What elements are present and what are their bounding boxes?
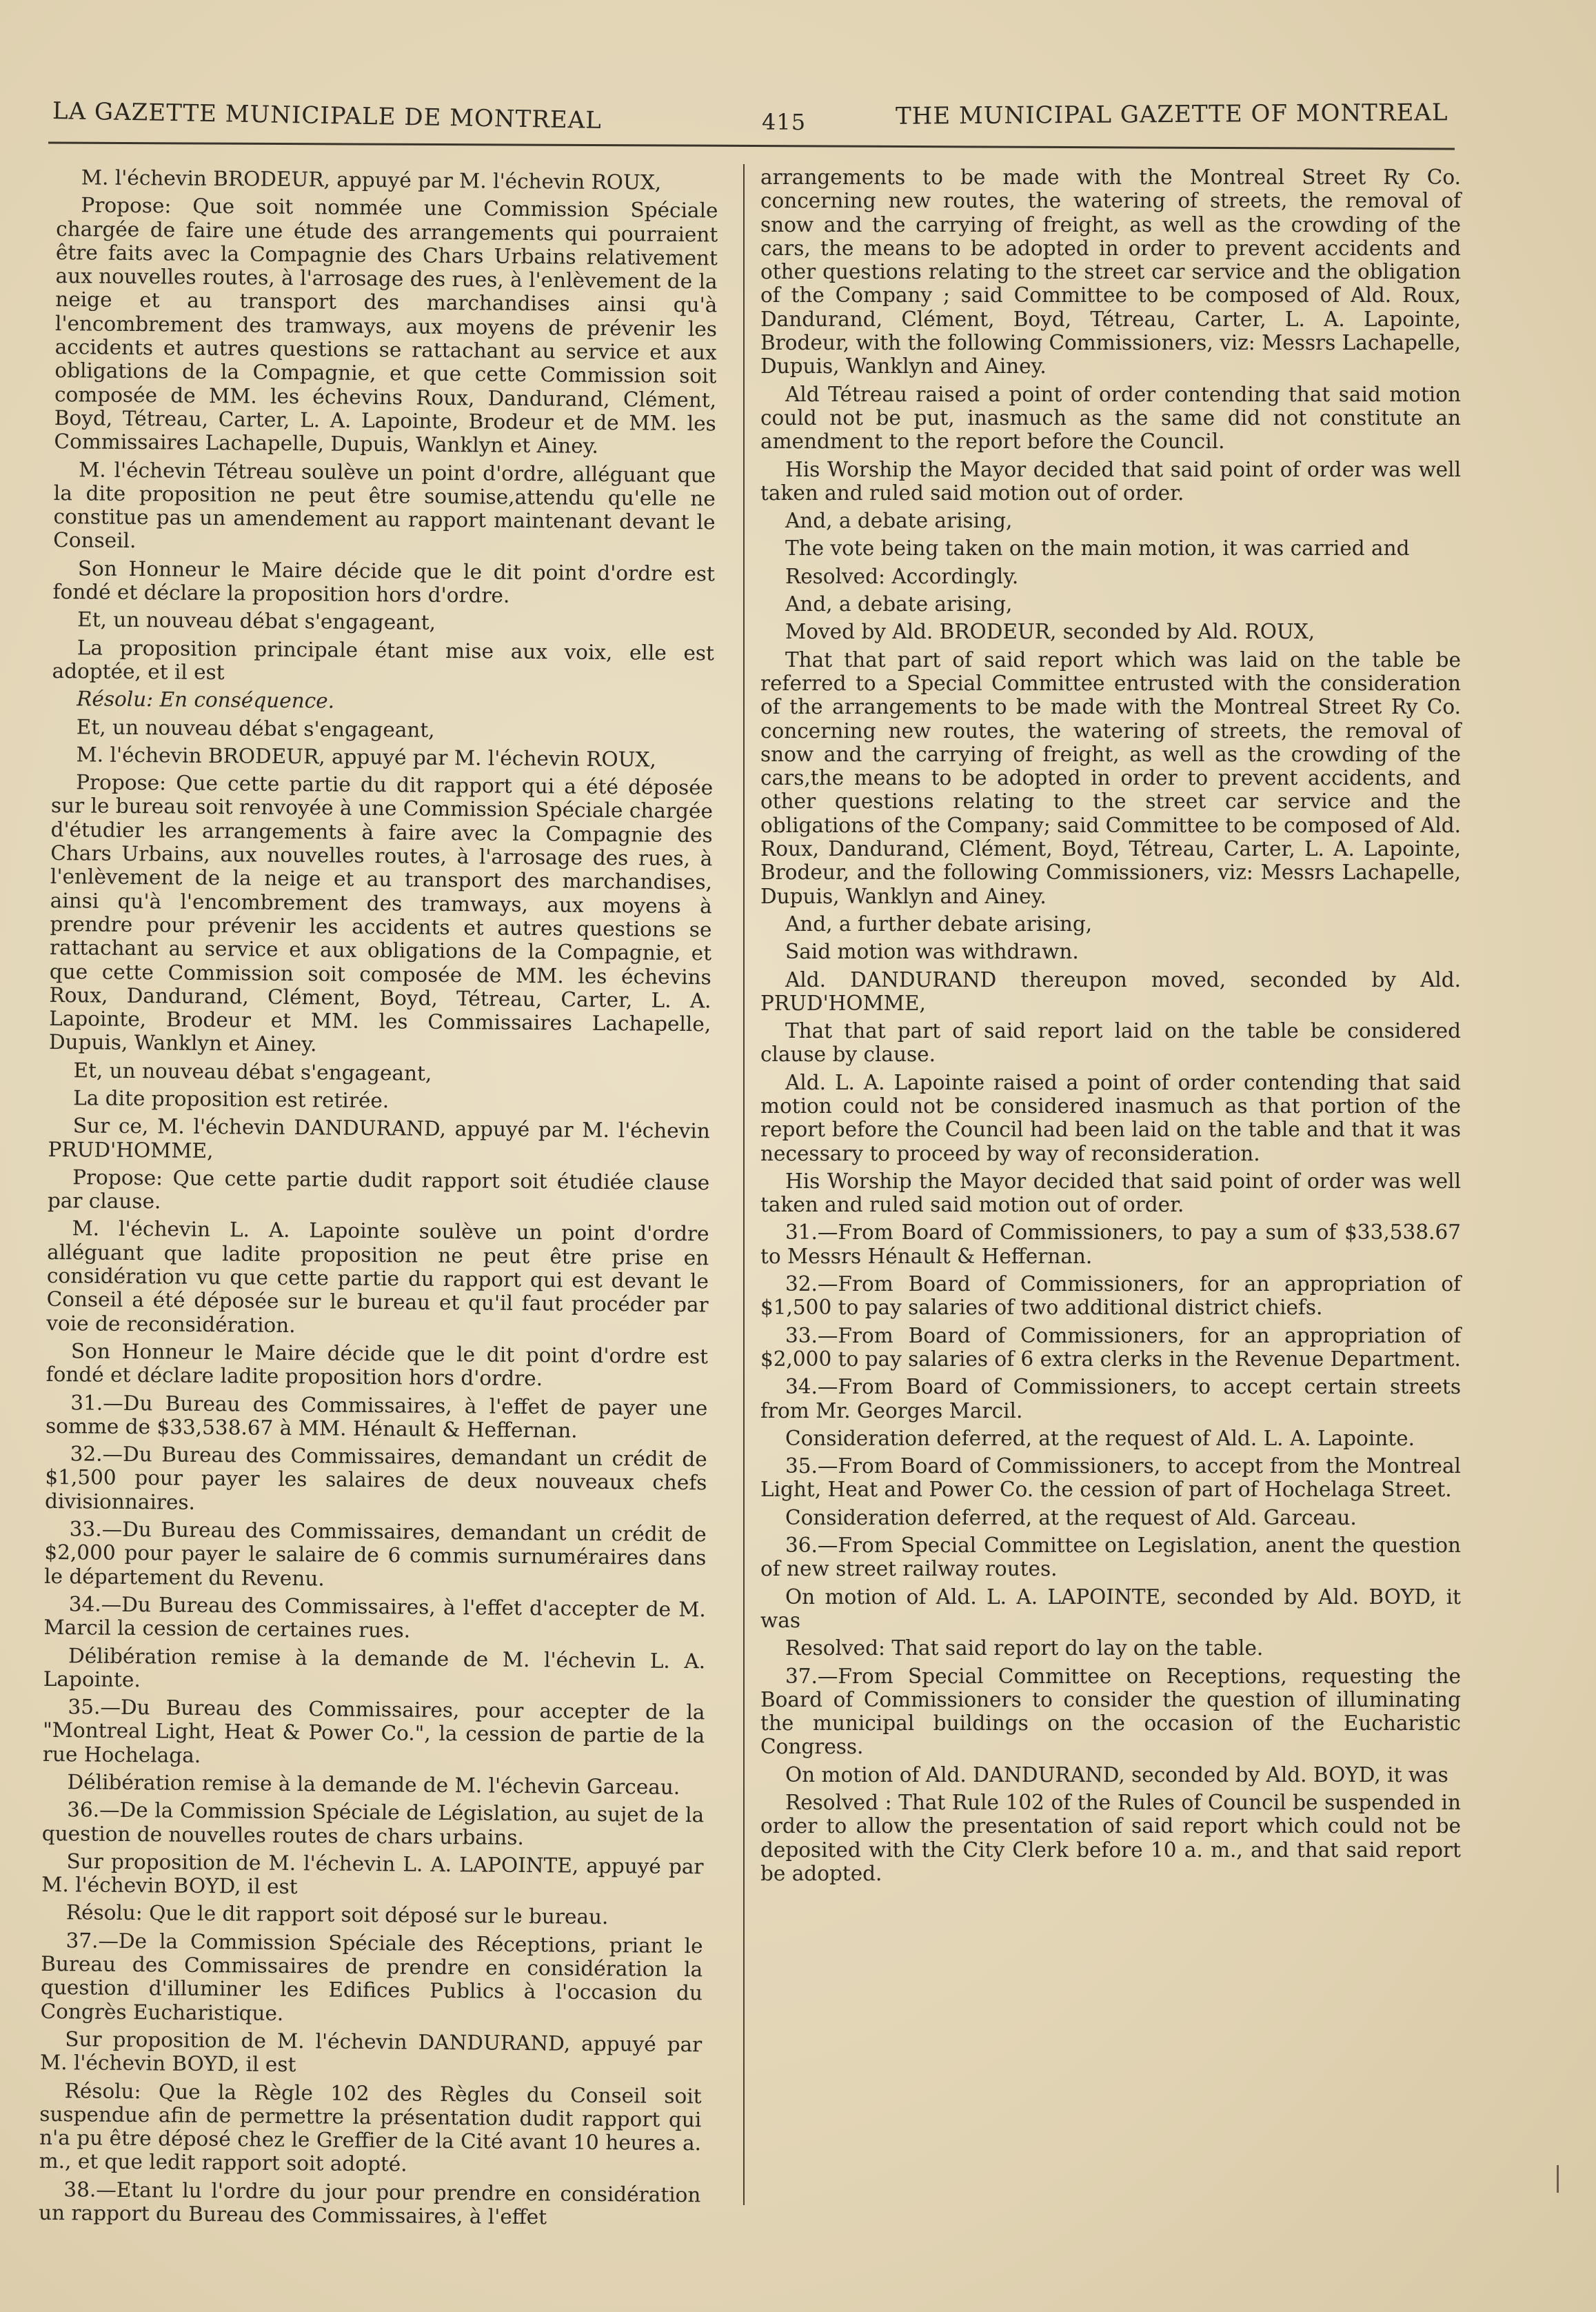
paragraph: Consideration deferred, at the request of Ald. L. A. Lapointe. bbox=[785, 1426, 1415, 1450]
paragraph: On motion of Ald. DANDURAND, seconded by Ald. BOYD, it was bbox=[785, 1762, 1448, 1787]
paragraph: Son Honneur le Maire décide que le dit point d'ordre est fondé et déclare la proposition hors d'ordre. bbox=[52, 556, 716, 607]
paragraph: 33.—From Board of Commissioners, for an appropriation of $2,000 to pay salaries of 6 extra clerks in the Revenue Department. bbox=[760, 1323, 1461, 1371]
paragraph: 35.—From Board of Commissioners, to accept from the Montreal Light, Heat and Power Co. the cession of part of Hochelaga Street. bbox=[760, 1454, 1461, 1502]
paragraph: Sur proposition de M. l'échevin L. A. LAPOINTE, appuyé par M. l'échevin BOYD, il est bbox=[41, 1849, 704, 1899]
paragraph: 31.—Du Bureau des Commissaires, à l'effet de payer une somme de $33,538.67 à MM. Hénault & Heffernan. bbox=[45, 1390, 708, 1443]
paragraph: His Worship the Mayor decided that said point of order was well taken and ruled said motion out of order. bbox=[760, 457, 1461, 505]
header-rule bbox=[48, 142, 1455, 150]
paragraph: On motion of Ald. L. A. LAPOINTE, seconded by Ald. BOYD, it was bbox=[760, 1585, 1461, 1632]
paragraph: 35.—Du Bureau des Commissaires, pour accepter de la "Montreal Light, Heat & Power Co.", la cession de partie de la rue Hochelaga. bbox=[42, 1695, 705, 1767]
paragraph: Resolved: That said report do lay on the table. bbox=[785, 1636, 1264, 1660]
paragraph: La dite proposition est retirée. bbox=[73, 1086, 390, 1113]
paragraph: 37.—De la Commission Spéciale des Réceptions, priant le Bureau des Commissaires de prendre en considération la question d'illuminer les Edifices Publics à l'occasion du Congrès Eucharistique. bbox=[40, 1928, 703, 2025]
paragraph: 32.—From Board of Commissioners, for an appropriation of $1,500 to pay salaries of two additional district chiefs. bbox=[760, 1272, 1461, 1320]
paragraph: Resolved : That Rule 102 of the Rules of Council be suspended in order to allow the presentation of said report which could not be deposited with the City Clerk before 10 a. m., and that said report be adopted. bbox=[760, 1791, 1461, 1885]
paragraph: 34.—From Board of Commissioners, to accept certain streets from Mr. Georges Marcil. bbox=[760, 1375, 1461, 1423]
paragraph: The vote being taken on the main motion, it was carried and bbox=[785, 536, 1410, 561]
english-column bbox=[760, 165, 1461, 1889]
paragraph: 34.—Du Bureau des Commissaires, à l'effet d'accepter de M. Marcil la cession de certaines rues. bbox=[43, 1592, 706, 1642]
paragraph: Moved by Ald. BRODEUR, seconded by Ald. ROUX, bbox=[785, 620, 1315, 644]
paragraph: 32.—Du Bureau des Commissaires, demandant un crédit de $1,500 pour payer les salaires de deux nouveaux chefs divisionnaires. bbox=[44, 1442, 707, 1514]
header-english-title: THE MUNICIPAL GAZETTE OF MONTREAL bbox=[895, 99, 1448, 130]
paragraph: Ald. L. A. Lapointe raised a point of order contending that said motion could not be considered inasmuch as that portion of the report before the Council had been laid on the table and that it was necessary to proceed by way of reconsideration. bbox=[760, 1070, 1461, 1165]
paragraph: Propose: Que cette partie du dit rapport qui a été déposée sur le bureau soit renvoyée à une Commission Spéciale chargée d'étudier les arrangements à faire avec la Compagnie des Chars Urbains, aux nouvelles routes, à l'arrosage des rues, à l'enlèvement de la neige et au transport des marchandises, ainsi qu'à l'encombrement des tramways, aux moyens à prendre pour prévenir les accidents et autres questions se rattachant au service et aux obligations de la Compagnie, et que cette Commission soit composée de MM. les échevins Roux, Dandurand, Clément, Boyd, Tétreau, Carter, L. A. Lapointe, Brodeur et MM. les Commissaires Lachapelle, Dupuis, Wanklyn et Ainey. bbox=[48, 770, 714, 1056]
paragraph: Et, un nouveau débat s'engageant, bbox=[73, 1058, 432, 1085]
paragraph: Son Honneur le Maire décide que le dit point d'ordre est fondé et déclare ladite proposition hors d'ordre. bbox=[46, 1339, 709, 1391]
paragraph: Ald Tétreau raised a point of order contending that said motion could not be put, inasmuch as the same did not constitute an amendment to the report before the Council. bbox=[760, 382, 1461, 454]
paragraph: La proposition principale étant mise aux voix, elle est adoptée, et il est bbox=[52, 635, 715, 685]
paragraph: 37.—From Special Committee on Receptions, requesting the Board of Commissioners to consider the question of illuminating the municipal buildings on the occasion of the Eucharistic Congress. bbox=[760, 1664, 1461, 1759]
paragraph: His Worship the Mayor decided that said point of order was well taken and ruled said motion out of order. bbox=[760, 1169, 1461, 1217]
paragraph: M. l'échevin BRODEUR, appuyé par M. l'échevin ROUX, bbox=[76, 743, 657, 772]
paragraph: arrangements to be made with the Montreal Street Ry Co. concerning new routes, the watering of streets, the removal of snow and the carrying of freight, as well as the crowding of the cars, the means to be adopted in order to prevent accidents and other questions relating to the street car service and the obligation of the Company ; said Committee to be composed of Ald. Roux, Dandurand, Clément, Boyd, Tétreau, Carter, L. A. Lapointe, Brodeur, with the following Commissioners, viz: Messrs Lachapelle, Dupuis, Wanklyn and Ainey. bbox=[760, 165, 1461, 379]
paragraph: 36.—From Special Committee on Legislation, anent the question of new street railway routes. bbox=[760, 1534, 1461, 1581]
paragraph: 36.—De la Commission Spéciale de Législation, au sujet de la question de nouvelles routes de chars urbains. bbox=[41, 1798, 705, 1849]
paragraph: Sur ce, M. l'échevin DANDURAND, appuyé par M. l'échevin PRUD'HOMME, bbox=[48, 1114, 710, 1163]
header-french-title: LA GAZETTE MUNICIPALE DE MONTREAL bbox=[52, 97, 603, 134]
paragraph: M. l'échevin BRODEUR, appuyé par M. l'échevin ROUX, bbox=[81, 165, 662, 194]
paragraph: And, a debate arising, bbox=[785, 592, 1013, 616]
column-divider bbox=[743, 164, 745, 2205]
paragraph: M. l'échevin L. A. Lapointe soulève un point d'ordre alléguant que ladite proposition ne peut être prise en considération vu que cette partie du rapport qui est devant le Conseil a été déposée sur le bureau et qu'il faut procéder par voie de reconsidération. bbox=[46, 1216, 709, 1337]
paragraph: Délibération remise à la demande de M. l'échevin Garceau. bbox=[67, 1770, 680, 1799]
paragraph: Propose: Que soit nommée une Commission Spéciale chargée de faire une étude des arrangements qui pourraient être faits avec la Compagnie des Chars Urbains relativement aux nouvelles routes, à l'arrosage des rues, à l'enlèvement de la neige et au transport des marchandises ainsi qu'à l'encombrement des tramways, aux moyens de prévenir les accidents et autres questions se rattachant au service et aux obligations de la Compagnie, et que cette Commission soit composée de MM. les échevins Roux, Dandurand, Clément, Boyd, Tétreau, Carter, L. A. Lapointe, Brodeur et de MM. les Commissaires Lachapelle, Dupuis, Wanklyn et Ainey. bbox=[54, 193, 718, 459]
paragraph: That that part of said report which was laid on the table be referred to a Special Committee entrusted with the consideration of the arrangements to be made with the Montreal Street Ry Co. concerning new routes, the watering of streets, the removal of snow and the carrying of freight, as well as the crowding of the cars,the means to be adopted in order to prevent accidents, and other questions relating to the street car service and the obligations of the Company; said Committee to be composed of Ald. Roux, Dandurand, Clément, Boyd, Tétreau, Carter, L. A. Lapointe, Brodeur, and the following Commissioners, viz: Messrs Lachapelle, Dupuis, Wanklyn and Ainey. bbox=[760, 647, 1461, 908]
paragraph: And, a debate arising, bbox=[785, 509, 1013, 533]
paragraph: Sur proposition de M. l'échevin DANDURAND, appuyé par M. l'échevin BOYD, il est bbox=[39, 2027, 703, 2077]
paragraph: Résolu: Que le dit rapport soit déposé sur le bureau. bbox=[65, 1900, 609, 1929]
paragraph: Resolved: Accordingly. bbox=[785, 564, 1019, 588]
margin-mark bbox=[1557, 2165, 1559, 2193]
paragraph: 33.—Du Bureau des Commissaires, demandant un crédit de $2,000 pour payer le salaire de 6 commis surnuméraires dans le département du Revenu. bbox=[44, 1517, 707, 1591]
paragraph: Said motion was withdrawn. bbox=[785, 940, 1079, 964]
paragraph: Ald. DANDURAND thereupon moved, seconded by Ald. PRUD'HOMME, bbox=[760, 967, 1461, 1015]
paragraph: 31.—From Board of Commissioners, to pay a sum of $33,538.67 to Messrs Hénault & Heffernan. bbox=[760, 1220, 1461, 1268]
french-column bbox=[39, 165, 718, 2235]
page-number: 415 bbox=[762, 109, 807, 135]
paragraph: Consideration deferred, at the request of Ald. Garceau. bbox=[785, 1505, 1357, 1529]
paragraph: Et, un nouveau débat s'engageant, bbox=[77, 607, 436, 635]
page-header bbox=[48, 95, 1448, 137]
paragraph: M. l'échevin Tétreau soulève un point d'ordre, alléguant que la dite proposition ne peut être soumise,attendu qu'elle ne constitue pas un amendement au rapport maintenant devant le Conseil. bbox=[53, 457, 716, 553]
paragraph: Et, un nouveau débat s'engageant, bbox=[76, 714, 435, 742]
paragraph: Propose: Que cette partie dudit rapport soit étudiée clause par clause. bbox=[47, 1165, 710, 1214]
paragraph: That that part of said report laid on the table be considered clause by clause. bbox=[760, 1019, 1461, 1067]
paragraph: 38.—Etant lu l'ordre du jour pour prendre en considération un rapport du Bureau des Commissaires, à l'effet bbox=[38, 2177, 701, 2229]
paragraph: Délibération remise à la demande de M. l'échevin L. A. Lapointe. bbox=[43, 1643, 706, 1691]
paragraph: Résolu: Que la Règle 102 des Règles du Conseil soit suspendue afin de permettre la présentation dudit rapport qui n'a pu être déposé chez le Greffier de la Cité avant 10 heures a. m., et que ledit rapport soit adopté. bbox=[39, 2078, 702, 2177]
paragraph: Résolu: En conséquence. bbox=[77, 687, 335, 713]
paragraph: And, a further debate arising, bbox=[785, 912, 1093, 936]
